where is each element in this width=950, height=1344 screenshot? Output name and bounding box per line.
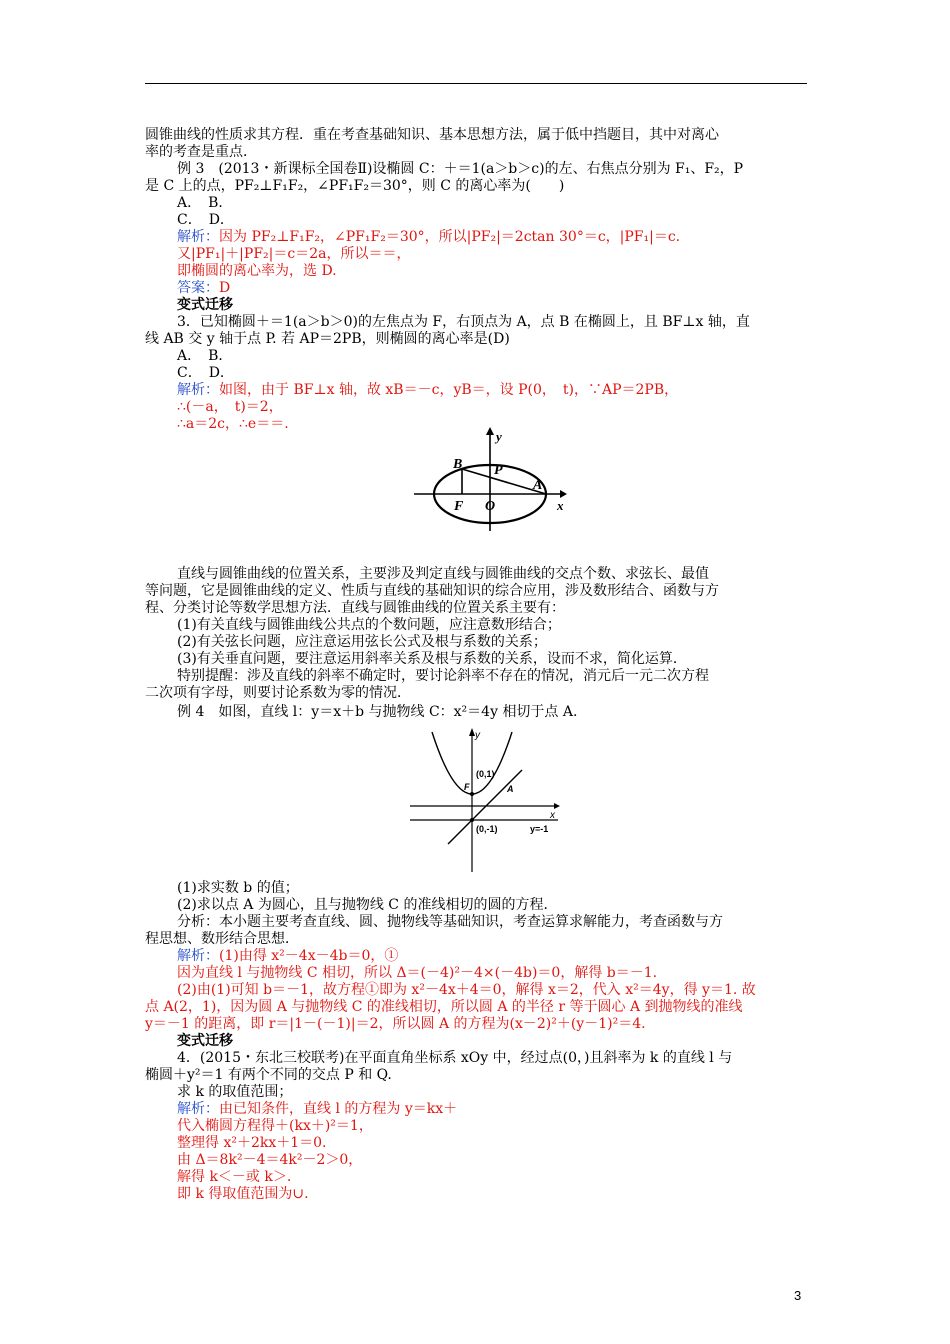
text-line: ∴(－a， t)＝2， xyxy=(177,399,283,415)
text-line: 即椭圆的离心率为，选 D. xyxy=(177,263,337,279)
ellipse-figure xyxy=(410,425,570,533)
label-0-1: (0,1) xyxy=(476,769,495,779)
x-axis-arrow xyxy=(560,490,567,498)
text-line: 直线与圆锥曲线的位置关系，主要涉及判定直线与圆锥曲线的交点个数、求弦长、最值 xyxy=(177,566,709,582)
text-line: 变式迁移 xyxy=(177,1033,233,1049)
text-line: 椭圆＋y²＝1 有两个不同的交点 P 和 Q. xyxy=(145,1067,392,1083)
text-line: 因为直线 l 与抛物线 C 相切，所以 Δ＝(－4)²－4×(－4b)＝0，解得 b＝－1. xyxy=(177,965,658,981)
text-line: 代入椭圆方程得＋(kx＋)²＝1， xyxy=(177,1118,373,1134)
solution-label: 解析： xyxy=(177,948,219,964)
page-number: 3 xyxy=(794,1288,802,1303)
text-line: 即 k 得取值范围为∪. xyxy=(177,1186,309,1202)
label-y: y xyxy=(475,730,480,741)
solution-label: 解析： xyxy=(177,382,219,398)
label-o: O xyxy=(485,499,496,514)
text-line: 3．已知椭圆＋＝1(a＞b＞0)的左焦点为 F，右顶点为 A，点 B 在椭圆上，且 BF⊥x 轴，直 xyxy=(177,314,750,330)
text-line: y＝－1 的距离，即 r＝|1－(－1)|＝2，所以圆 A 的方程为(x－2)²＋(y－1)²＝4. xyxy=(145,1016,646,1032)
text-line xyxy=(177,1101,457,1118)
text-line: (3)有关垂直问题，要注意运用斜率关系及根与系数的关系，设而不求，简化运算． xyxy=(177,651,687,667)
text-line: (1)求实数 b 的值； xyxy=(177,880,299,896)
text-line: A． B． xyxy=(177,348,233,364)
solution-text: 由已知条件，直线 l 的方程为 y＝kx＋ xyxy=(219,1101,458,1117)
text-line xyxy=(177,382,678,399)
text-line: C． D． xyxy=(177,365,234,381)
text-line: 二次项有字母，则要讨论系数为零的情况． xyxy=(145,685,411,701)
solution-text: D xyxy=(219,280,231,296)
solution-text: (1)由得 x²－4x－4b＝0，① xyxy=(219,948,399,964)
text-line: (2)求以点 A 为圆心，且与抛物线 C 的准线相切的圆的方程． xyxy=(177,897,558,913)
text-line: 是 C 上的点，PF₂⊥F₁F₂，∠PF₁F₂＝30°，则 C 的离心率为( ) xyxy=(145,178,565,194)
text-line: 由 Δ＝8k²－4＝4k²－2＞0， xyxy=(177,1152,363,1168)
text-line: 程思想、数形结合思想． xyxy=(145,931,299,947)
point-0-neg1 xyxy=(470,818,474,822)
label-y: y xyxy=(496,429,502,444)
text-line: A． B． xyxy=(177,195,233,211)
label-f: F xyxy=(464,782,470,792)
text-line xyxy=(177,948,398,965)
text-line: C． D． xyxy=(177,212,234,228)
solution-text: 因为 PF₂⊥F₁F₂，∠PF₁F₂＝30°，所以|PF₂|＝2ctan 30°＝c，|PF₁|＝c. xyxy=(219,229,681,245)
y-axis-arrow xyxy=(486,427,494,435)
text-line: 又|PF₁|＋|PF₂|＝c＝2a，所以＝＝， xyxy=(177,246,411,262)
text-line: 求 k 的取值范围； xyxy=(177,1084,293,1100)
text-line: 程、分类讨论等数学思想方法．直线与圆锥曲线的位置关系主要有： xyxy=(145,600,565,616)
text-line: (2)有关弦长问题，应注意运用弦长公式及根与系数的关系； xyxy=(177,634,547,650)
text-line: 圆锥曲线的性质求其方程．重在考查基础知识、基本思想方法，属于低中挡题目，其中对离心 xyxy=(145,127,719,143)
text-line: 等问题，它是圆锥曲线的定义、性质与直线的基础知识的综合应用，涉及数形结合、函数与方 xyxy=(145,583,719,599)
text-line: 线 AB 交 y 轴于点 P. 若 AP＝2PB，则椭圆的离心率是(D) xyxy=(145,331,510,347)
text-line: 变式迁移 xyxy=(177,297,233,313)
text-line: 4．(2015・东北三校联考)在平面直角坐标系 xOy 中，经过点(0，)且斜率为 k 的直线 l 与 xyxy=(177,1050,733,1066)
text-line: 整理得 x²＋2kx＋1＝0. xyxy=(177,1135,327,1151)
solution-label: 解析： xyxy=(177,229,219,245)
label-a: A xyxy=(507,784,514,794)
text-line xyxy=(177,280,230,297)
solution-label: 答案： xyxy=(177,280,219,296)
x-axis-arrow xyxy=(554,803,560,809)
label-x: x xyxy=(550,810,555,821)
text-line: (1)有关直线与圆锥曲线公共点的个数问题，应注意数形结合； xyxy=(177,617,561,633)
text-line: 率的考查是重点． xyxy=(145,144,257,160)
label-directrix: y=-1 xyxy=(530,824,549,834)
text-line: 分析：本小题主要考查直线、圆、抛物线等基础知识，考查运算求解能力，考查函数与方 xyxy=(177,914,723,930)
label-0-neg1: (0,-1) xyxy=(476,824,498,834)
parabola-figure xyxy=(408,726,568,876)
solution-text: 如图，由于 BF⊥x 轴，故 xB＝－c，yB＝，设 P(0， t)，∵AP＝2PB， xyxy=(219,382,679,398)
text-line: 例 3 (2013・新课标全国卷Ⅱ)设椭圆 C：＋＝1(a＞b＞c)的左、右焦点分别为 F₁、F₂，P xyxy=(177,161,744,177)
focus-point xyxy=(470,792,474,796)
header-rule xyxy=(145,83,807,84)
text-line: 特别提醒：涉及直线的斜率不确定时，要讨论斜率不存在的情况，消元后一元二次方程 xyxy=(177,668,709,684)
text-line xyxy=(177,229,680,246)
text-line: 例 4 如图，直线 l：y＝x＋b 与抛物线 C：x²＝4y 相切于点 A. xyxy=(177,704,578,720)
label-x: x xyxy=(557,498,564,513)
label-b: B xyxy=(453,457,463,472)
label-f: F xyxy=(454,499,464,514)
text-line: 解得 k＜－或 k＞. xyxy=(177,1169,292,1185)
text-line: ∴a＝2c，∴e＝＝. xyxy=(177,416,289,432)
solution-label: 解析： xyxy=(177,1101,219,1117)
text-line: (2)由(1)可知 b＝－1，故方程①即为 x²－4x＋4＝0，解得 x＝2，代入 x²＝4y，得 y＝1. 故 xyxy=(177,982,756,998)
label-p: P xyxy=(494,463,503,478)
label-a: A xyxy=(533,478,543,493)
text-line: 点 A(2，1)，因为圆 A 与抛物线 C 的准线相切，所以圆 A 的半径 r 等于圆心 A 到抛物线的准线 xyxy=(145,999,743,1015)
